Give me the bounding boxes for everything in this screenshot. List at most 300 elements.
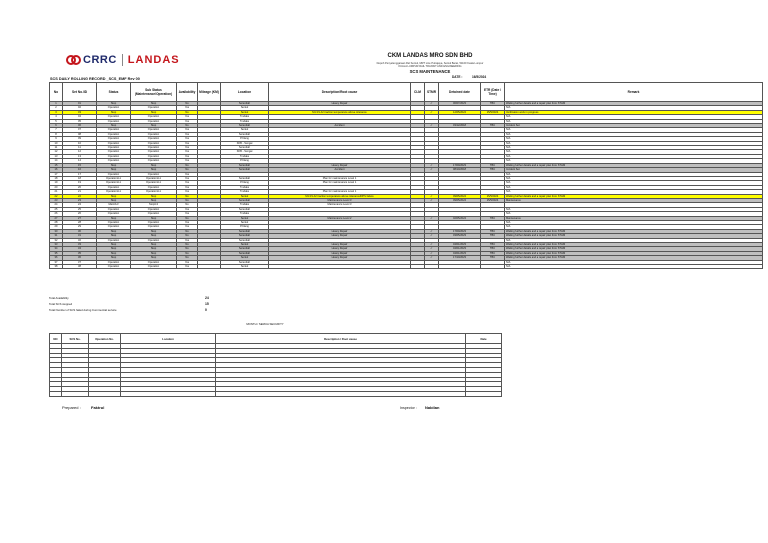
cell-det: 04/01/2023	[439, 243, 481, 247]
total-label: Total SCS stopped	[49, 302, 73, 306]
cell-status: Operation	[97, 185, 131, 189]
cell-status: Maint/L3	[97, 203, 131, 207]
cell-status: Operation	[97, 207, 131, 211]
cell-status: Operation	[97, 128, 131, 132]
cell-status: Stop	[97, 256, 131, 260]
cell-set: 29	[63, 225, 97, 229]
cell-no: 38	[50, 265, 63, 269]
issues-cell[interactable]	[216, 391, 466, 396]
cell-no: 18	[50, 176, 63, 180]
cell-loc: Serendah	[221, 251, 269, 255]
cell-set: 33	[63, 243, 97, 247]
cell-loc: P.Klang	[221, 159, 269, 163]
cell-det: 02/05/2024	[439, 216, 481, 220]
date-label: DATE :	[452, 75, 463, 79]
column-header: Location	[221, 83, 269, 102]
rolling-record-table	[49, 82, 763, 269]
report-date: 16/5/2024	[472, 75, 487, 79]
cell-avail: No	[177, 198, 198, 202]
cell-desc: M1 R1 A2 traction temperature above tolerance/DPS failure	[269, 194, 411, 198]
cell-avail: Yes	[177, 119, 198, 123]
cell-avail: No	[177, 168, 198, 172]
cell-status: Operation	[97, 225, 131, 229]
cell-loc: Serendah	[221, 198, 269, 202]
cell-status: Operation	[97, 212, 131, 216]
cell-status: Operation	[97, 106, 131, 110]
column-header: ETR (Date / Time)	[481, 83, 505, 102]
cell-etr: 15/5/2024	[481, 198, 505, 202]
cell-stmr: ✓	[425, 251, 439, 255]
cell-avail: No	[177, 256, 198, 260]
cell-etr: TBC	[481, 234, 505, 238]
cell-remark: N/A	[505, 212, 763, 216]
cell-etr: TBC	[481, 163, 505, 167]
cell-mileage	[198, 265, 221, 269]
cell-no: 24	[50, 203, 63, 207]
cell-remark: Waiting further details and a repair plan from STHM	[505, 251, 763, 255]
cell-avail: Yes	[177, 181, 198, 185]
cell-remark: N/A	[505, 159, 763, 163]
cell-no: 32	[50, 238, 63, 242]
cell-status: Operation	[97, 150, 131, 154]
cell-stmr	[425, 265, 439, 269]
cell-avail: No	[177, 229, 198, 233]
total-label: Total Availability	[49, 296, 69, 300]
issues-cell[interactable]	[121, 391, 216, 396]
issues-column-header: Location	[121, 334, 216, 344]
cell-det: 09/05/2024	[439, 194, 481, 198]
table-header-row	[50, 83, 763, 102]
cell-no: 26	[50, 212, 63, 216]
cell-etr: TBC	[481, 168, 505, 172]
cell-remark: Waiting further details and a repair plan from STHM	[505, 163, 763, 167]
cell-etr	[481, 265, 505, 269]
cell-desc: Heavy Repair	[269, 247, 411, 251]
cell-sub: Stop	[131, 229, 177, 233]
cell-sub: Operation	[131, 132, 177, 136]
cell-remark: N/A	[505, 128, 763, 132]
cell-set: 30	[63, 229, 97, 233]
issues-cell[interactable]	[62, 391, 89, 396]
cell-set: 16	[63, 168, 97, 172]
cell-avail: Yes	[177, 265, 198, 269]
cell-avail: Yes	[177, 115, 198, 119]
cell-sub: Operation	[131, 238, 177, 242]
table-row	[50, 265, 763, 269]
cell-set: 13	[63, 154, 97, 158]
issues-cell[interactable]	[89, 391, 121, 396]
cell-remark: Incident Set	[505, 168, 763, 172]
cell-status: Stop	[97, 247, 131, 251]
column-header: STMR	[425, 83, 439, 102]
cell-no: 34	[50, 247, 63, 251]
cell-etr: TBC	[481, 256, 505, 260]
cell-loc: Serendah	[221, 238, 269, 242]
cell-no: 11	[50, 146, 63, 150]
cell-sub: Stop	[131, 163, 177, 167]
cell-remark: Waiting further details and a repair plan from STHM	[505, 234, 763, 238]
cell-no: 14	[50, 159, 63, 163]
cell-avail: Yes	[177, 185, 198, 189]
cell-etr: TBC	[481, 102, 505, 106]
cell-avail: No	[177, 124, 198, 128]
cell-no: 2	[50, 106, 63, 110]
cell-avail: Yes	[177, 207, 198, 211]
inspector-name: Nabilan	[425, 405, 440, 410]
cell-status: Operation/L1	[97, 176, 131, 180]
cell-stmr: ✓	[425, 243, 439, 247]
cell-det: 03/12/2018	[439, 124, 481, 128]
cell-loc: Tmdaks	[221, 185, 269, 189]
cell-desc: Accident	[269, 124, 411, 128]
cell-no: 21	[50, 190, 63, 194]
cell-no: 13	[50, 154, 63, 158]
cell-desc	[269, 265, 411, 269]
cell-remark: N/A	[505, 146, 763, 150]
cell-loc: Serendah	[221, 168, 269, 172]
cell-set: 23	[63, 198, 97, 202]
cell-desc: Maintenance Level 3	[269, 198, 411, 202]
cell-avail: Yes	[177, 159, 198, 163]
column-header: CLM	[411, 83, 425, 102]
cell-no: 23	[50, 198, 63, 202]
cell-status: Stop	[97, 198, 131, 202]
cell-loc: Tmdaks	[221, 190, 269, 194]
issues-column-header: NO	[50, 334, 62, 344]
cell-no: 30	[50, 229, 63, 233]
issues-row	[50, 391, 502, 396]
cell-status: Operation	[97, 141, 131, 145]
cell-avail: Yes	[177, 128, 198, 132]
cell-loc: Serendah	[221, 234, 269, 238]
cell-loc: Serendah	[221, 124, 269, 128]
cell-no: 12	[50, 150, 63, 154]
cell-loc: Sentul	[221, 256, 269, 260]
cell-remark: N/A	[505, 137, 763, 141]
cell-sub: Stop	[131, 124, 177, 128]
cell-desc: Heavy Repair	[269, 102, 411, 106]
cell-stmr: ✓	[425, 163, 439, 167]
cell-loc: Sentul	[221, 106, 269, 110]
cell-remark: N/A	[505, 141, 763, 145]
cell-desc: Maintenance Level 2	[269, 216, 411, 220]
cell-desc: Accident	[269, 168, 411, 172]
cell-no: 35	[50, 251, 63, 255]
cell-sub: Stop	[131, 216, 177, 220]
cell-no: 17	[50, 172, 63, 176]
cell-avail: Yes	[177, 176, 198, 180]
cell-etr: 15/5/2024	[481, 110, 505, 114]
cell-loc: Serendah	[221, 247, 269, 251]
cell-loc: Serendah	[221, 146, 269, 150]
cell-det: 03/05/2023	[439, 234, 481, 238]
cell-remark: N/A	[505, 260, 763, 264]
cell-sub: Stop	[131, 251, 177, 255]
cell-no: 37	[50, 260, 63, 264]
cell-set: 34	[63, 247, 97, 251]
cell-no: 8	[50, 132, 63, 136]
cell-etr: TBC	[481, 216, 505, 220]
cell-remark: N/A	[505, 185, 763, 189]
cell-desc: M1 R1 A2 traction temperature above tolerance	[269, 110, 411, 114]
total-value: 0	[205, 307, 207, 312]
cell-status: Operation	[97, 159, 131, 163]
issues-cell[interactable]	[466, 391, 502, 396]
cell-avail: No	[177, 247, 198, 251]
cell-sub: Operation	[131, 220, 177, 224]
cell-loc: Tmdaks	[221, 203, 269, 207]
cell-set: 15	[63, 163, 97, 167]
cell-avail: Yes	[177, 220, 198, 224]
cell-loc: P.Klang	[221, 181, 269, 185]
cell-det: 04/01/2023	[439, 251, 481, 255]
cell-avail: No	[177, 194, 198, 198]
cell-remark: Verification work in progress	[505, 110, 763, 114]
cell-sub: Operation	[131, 159, 177, 163]
cell-status: Operation	[97, 132, 131, 136]
cell-status: Stop	[97, 110, 131, 114]
cell-set: 22	[63, 194, 97, 198]
cell-sub: Operation	[131, 154, 177, 158]
cell-loc: Tmdaks	[221, 212, 269, 216]
cell-sub: Stop	[131, 110, 177, 114]
cell-desc: Heavy Repair	[269, 229, 411, 233]
cell-det: 12/05/2024	[439, 110, 481, 114]
cell-sub: Operation	[131, 115, 177, 119]
cell-set: 02	[63, 106, 97, 110]
cell-stmr: ✓	[425, 110, 439, 114]
cell-set: 03	[63, 110, 97, 114]
cell-remark: N/A	[505, 106, 763, 110]
cell-desc: Plan for maintenance Level 1	[269, 176, 411, 180]
cell-loc: Serendah	[221, 229, 269, 233]
cell-desc: Heavy Repair	[269, 256, 411, 260]
cell-avail: No	[177, 102, 198, 106]
cell-no: 36	[50, 256, 63, 260]
cell-status: Operation/L1	[97, 190, 131, 194]
cell-etr: TBC	[481, 243, 505, 247]
cell-loc: Sentul	[221, 128, 269, 132]
cell-sub: Operation	[131, 260, 177, 264]
cell-sub: Operation	[131, 106, 177, 110]
cell-status: Operation/L1	[97, 181, 131, 185]
report-title: SCS DAILY ROLLING RECORD _SCS_EMF Rev 00	[50, 77, 140, 81]
cell-det: 17/10/2023	[439, 256, 481, 260]
cell-sub: Stop	[131, 256, 177, 260]
total-label: Total Number of SCS failed during Commercial service	[49, 308, 117, 312]
cell-remark: N/A	[505, 220, 763, 224]
cell-remark: Waiting further details and a repair plan from STHM	[505, 256, 763, 260]
cell-set: 27	[63, 216, 97, 220]
cell-remark: N/A	[505, 172, 763, 176]
cell-remark: N/A	[505, 115, 763, 119]
cell-set: 31	[63, 234, 97, 238]
cell-set: 18	[63, 176, 97, 180]
column-header: Availability	[177, 83, 198, 102]
cell-remark: N/A	[505, 132, 763, 136]
cell-stmr: ✓	[425, 168, 439, 172]
cell-loc: P.Klang	[221, 137, 269, 141]
cell-status: Operation	[97, 238, 131, 242]
cell-status: Stop	[97, 251, 131, 255]
cell-sub: Operation/L1	[131, 190, 177, 194]
cell-loc: Serendah	[221, 260, 269, 264]
cell-status: Stop	[97, 124, 131, 128]
cell-no: 3	[50, 110, 63, 114]
cell-no: 33	[50, 243, 63, 247]
cell-loc: Sentul	[221, 243, 269, 247]
column-header: No	[50, 83, 63, 102]
cell-avail: Yes	[177, 190, 198, 194]
issues-column-header: Date	[466, 334, 502, 344]
cell-sub: Stop	[131, 234, 177, 238]
cell-remark: N/A	[505, 154, 763, 158]
cell-sub: Operation	[131, 185, 177, 189]
issues-cell[interactable]	[50, 391, 62, 396]
cell-remark: N/A	[505, 225, 763, 229]
cell-avail: Yes	[177, 260, 198, 264]
column-header: Remark	[505, 83, 763, 102]
column-header: Description/Root cause	[269, 83, 411, 102]
cell-no: 6	[50, 124, 63, 128]
cell-loc: Serendah	[221, 102, 269, 106]
cell-clm	[411, 265, 425, 269]
cell-no: 7	[50, 128, 63, 132]
cell-sub: Stop	[131, 247, 177, 251]
prepared-label: Prepared :	[62, 405, 81, 410]
issues-column-header: Operation No.	[89, 334, 121, 344]
cell-status: Stop	[97, 229, 131, 233]
cell-sub: Operation	[131, 212, 177, 216]
cell-avail: Yes	[177, 225, 198, 229]
cell-sub: Operation	[131, 225, 177, 229]
cell-etr: 15/5/2024	[481, 194, 505, 198]
cell-sub: Operation	[131, 207, 177, 211]
cell-stmr: ✓	[425, 256, 439, 260]
logo-divider	[122, 54, 123, 66]
cell-set: 36	[63, 256, 97, 260]
cell-det: 17/09/2023	[439, 229, 481, 233]
cell-set: 28	[63, 220, 97, 224]
issues-table	[49, 333, 502, 397]
cell-set: 06	[63, 124, 97, 128]
cell-sub: Operation	[131, 265, 177, 269]
cell-loc: Serendah	[221, 176, 269, 180]
cell-remark: N/A	[505, 190, 763, 194]
issues-month-header: MONTH / SEMUA SECURITY	[246, 322, 284, 326]
cell-set: 17	[63, 172, 97, 176]
cell-remark: N/A	[505, 150, 763, 154]
cell-det: 17/09/2023	[439, 163, 481, 167]
cell-stmr: ✓	[425, 102, 439, 106]
cell-avail: Yes	[177, 238, 198, 242]
cell-set: 20	[63, 185, 97, 189]
total-value: 15	[205, 301, 209, 306]
cell-no: 5	[50, 119, 63, 123]
prepared-name: Faktrul	[91, 405, 105, 410]
cell-set: 24	[63, 203, 97, 207]
cell-avail: Yes	[177, 106, 198, 110]
cell-no: 28	[50, 220, 63, 224]
cell-set: 10	[63, 141, 97, 145]
cell-no: 22	[50, 194, 63, 198]
cell-stmr: ✓	[425, 198, 439, 202]
cell-loc: Serendah	[221, 207, 269, 211]
cell-loc: Sentul	[221, 220, 269, 224]
cell-status: Stop	[97, 194, 131, 198]
cell-avail: Yes	[177, 141, 198, 145]
cell-avail: Yes	[177, 172, 198, 176]
cell-remark: Waiting further details and a repair plan from STHM	[505, 102, 763, 106]
cell-etr: TBC	[481, 251, 505, 255]
cell-status: Stop	[97, 168, 131, 172]
cell-no: 20	[50, 185, 63, 189]
cell-remark: N/A	[505, 265, 763, 269]
cell-loc: Sentul	[221, 194, 269, 198]
company-address: Depoh Penyelenggaraan Rel Sentul, MRT Line Putrajaya, Sentul Barat, 51100 Kuala Lumpur	[376, 62, 484, 65]
cell-set: 38	[63, 265, 97, 269]
cell-det: 04/01/2023	[439, 247, 481, 251]
cell-etr: TBC	[481, 229, 505, 233]
cell-avail: No	[177, 243, 198, 247]
cell-no: 15	[50, 163, 63, 167]
cell-avail: Yes	[177, 132, 198, 136]
cell-stmr: ✓	[425, 194, 439, 198]
cell-remark: N/A	[505, 176, 763, 180]
cell-avail: No	[177, 110, 198, 114]
cell-set: 01	[63, 102, 97, 106]
cell-no: 10	[50, 141, 63, 145]
cell-avail: Yes	[177, 146, 198, 150]
cell-desc: Plan for maintenance Level 1	[269, 181, 411, 185]
cell-desc: Heavy Repair	[269, 251, 411, 255]
cell-sub: Operation	[131, 150, 177, 154]
cell-loc: Serendah	[221, 163, 269, 167]
cell-det: 09/05/2024	[439, 198, 481, 202]
column-header: Status	[97, 83, 131, 102]
cell-remark: Incident Set	[505, 124, 763, 128]
cell-remark: N/A	[505, 207, 763, 211]
cell-stmr: ✓	[425, 216, 439, 220]
cell-det	[439, 265, 481, 269]
crrc-logo-icon	[66, 53, 80, 67]
logo-crrc-text: CRRC	[83, 54, 117, 66]
cell-set: 04	[63, 115, 97, 119]
cell-no: 19	[50, 181, 63, 185]
cell-status: Stop	[97, 243, 131, 247]
cell-loc: Tmdaks	[221, 119, 269, 123]
cell-loc: Serendah	[221, 132, 269, 136]
cell-remark: Maintenance	[505, 198, 763, 202]
cell-remark: N/A	[505, 238, 763, 242]
company-name: CKM LANDAS MRO SDN BHD	[387, 53, 473, 59]
cell-no: 4	[50, 115, 63, 119]
cell-avail: Yes	[177, 212, 198, 216]
cell-det: 08/10/2018	[439, 168, 481, 172]
cell-loc: Tmdaks	[221, 154, 269, 158]
cell-loc: P.Klang	[221, 225, 269, 229]
inspector-label: Inspector :	[400, 406, 417, 410]
cell-stmr: ✓	[425, 234, 439, 238]
cell-loc: Sentul	[221, 265, 269, 269]
issues-column-header: SCS No.	[62, 334, 89, 344]
cell-set: 21	[63, 190, 97, 194]
cell-status: Operation	[97, 220, 131, 224]
cell-sub: Operation	[131, 119, 177, 123]
cell-sub: Stop	[131, 198, 177, 202]
cell-avail: No	[177, 203, 198, 207]
column-header: Set No./ID	[63, 83, 97, 102]
